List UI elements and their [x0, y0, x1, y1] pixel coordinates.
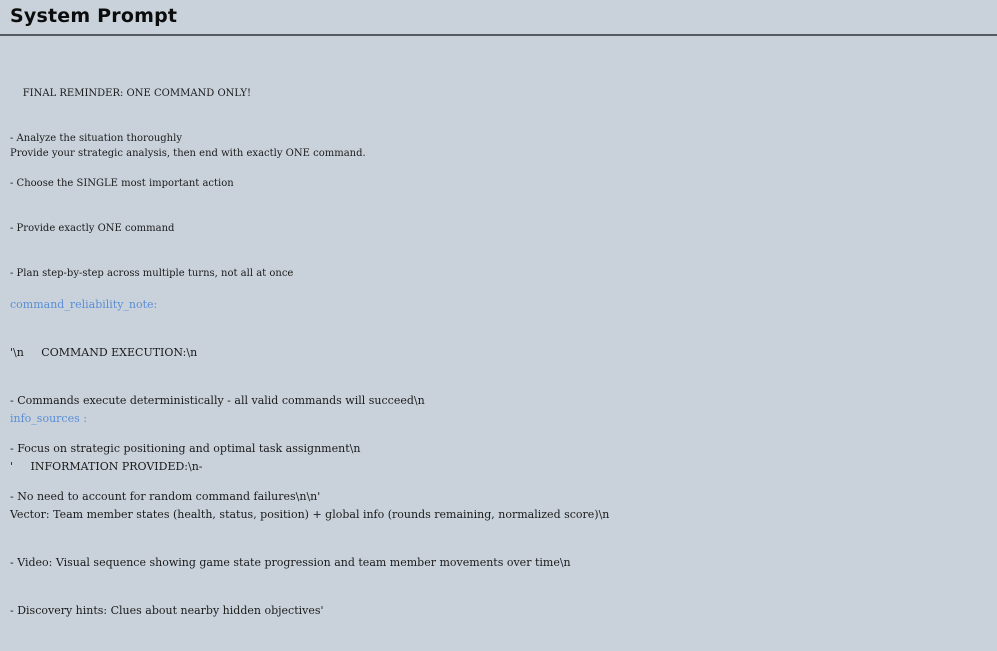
- info-line: - Discovery hints: Clues about nearby hidden objectives': [10, 604, 324, 617]
- info-label: info_sources :: [10, 412, 87, 425]
- info-sources-section: [10, 379, 609, 651]
- reliability-line: - Focus on strategic positioning and optimal task assignment\n: [10, 442, 361, 455]
- reminder-item: - Plan step-by-step across multiple turns, not all at once: [10, 268, 294, 279]
- header-bar: [0, 0, 997, 36]
- reminder-closing: Provide your strategic analysis, then end with exactly ONE command.: [10, 148, 366, 159]
- info-line: - Video: Visual sequence showing game state progression and team member movements over time\n: [10, 556, 571, 569]
- reminder-item: - Choose the SINGLE most important action: [10, 178, 234, 189]
- info-line: ' INFORMATION PROVIDED:\n-: [10, 460, 203, 473]
- reminder-item: - Provide exactly ONE command: [10, 223, 175, 234]
- reliability-line: '\n COMMAND EXECUTION:\n: [10, 346, 198, 359]
- page-title: System Prompt: [10, 5, 178, 27]
- reliability-line: - No need to account for random command failures\n\n': [10, 490, 321, 503]
- reliability-label: command_reliability_note:: [10, 298, 158, 311]
- reminder-title: FINAL REMINDER: ONE COMMAND ONLY!: [10, 88, 252, 99]
- info-line: Vector: Team member states (health, status, position) + global info (rounds remaining, normalized score)\n: [10, 508, 610, 521]
- reliability-line: - Commands execute deterministically - all valid commands will succeed\n: [10, 394, 425, 407]
- reminder-item: - Analyze the situation thoroughly: [10, 133, 182, 144]
